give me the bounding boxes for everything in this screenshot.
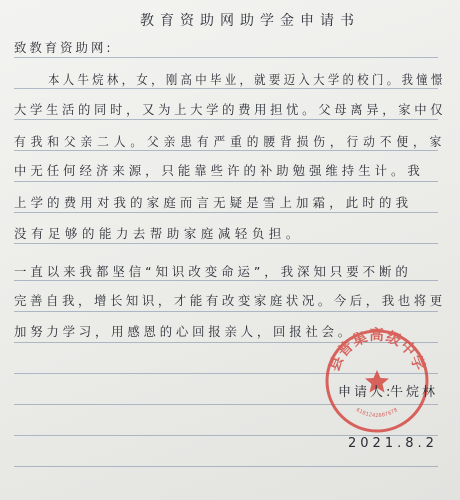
ruled-line	[14, 243, 438, 244]
paragraph-2-line: 完善自我，增长知识，才能有改变家庭状况。今后，我也将更	[14, 293, 446, 308]
ruled-line	[14, 119, 438, 120]
ruled-line	[14, 280, 438, 281]
paragraph-1-line: 有我和父亲二人。父亲患有严重的腰背损伤，行动不便，家	[14, 134, 447, 149]
paragraph-2-line: 加努力学习，用感恩的心回报亲人，回报社会。	[14, 324, 355, 339]
ruled-line	[14, 88, 438, 89]
applicant-label: 申请人:	[338, 385, 394, 400]
ruled-line	[14, 466, 438, 467]
seal-text: 县普集高级中学	[326, 328, 428, 374]
paragraph-2-line: 一直以来我都坚信“知识改变命运”，我深知只要不断的	[14, 264, 412, 279]
paragraph-1-line: 本人牛烷林，女，刚高中毕业，就要迈入大学的校门。我憧憬	[48, 72, 446, 87]
salutation: 致教育资助网:	[14, 40, 114, 55]
ruled-line	[14, 212, 438, 213]
ruled-line	[14, 181, 438, 182]
ruled-line	[14, 150, 438, 151]
paragraph-1-line: 没有足够的能力去帮助家庭减轻负担。	[14, 226, 303, 241]
applicant-signature: 牛烷林	[390, 385, 439, 400]
seal-serial: 6101242007678	[354, 407, 400, 419]
paragraph-1-line: 大学生活的同时，又为上大学的费用担忧。父母离异，家中仅	[14, 102, 447, 117]
ruled-line	[14, 311, 438, 312]
paragraph-1-line: 中无任何经济来源，只能靠些许的补助勉强维持生计。我	[14, 163, 424, 178]
document-title: 教育资助网助学金申请书	[140, 13, 360, 29]
signature-date: 2021.8.2	[348, 436, 438, 451]
paragraph-1-line: 上学的费用对我的家庭而言无疑是雪上加霜，此时的我	[14, 195, 413, 210]
ruled-line	[14, 57, 438, 58]
